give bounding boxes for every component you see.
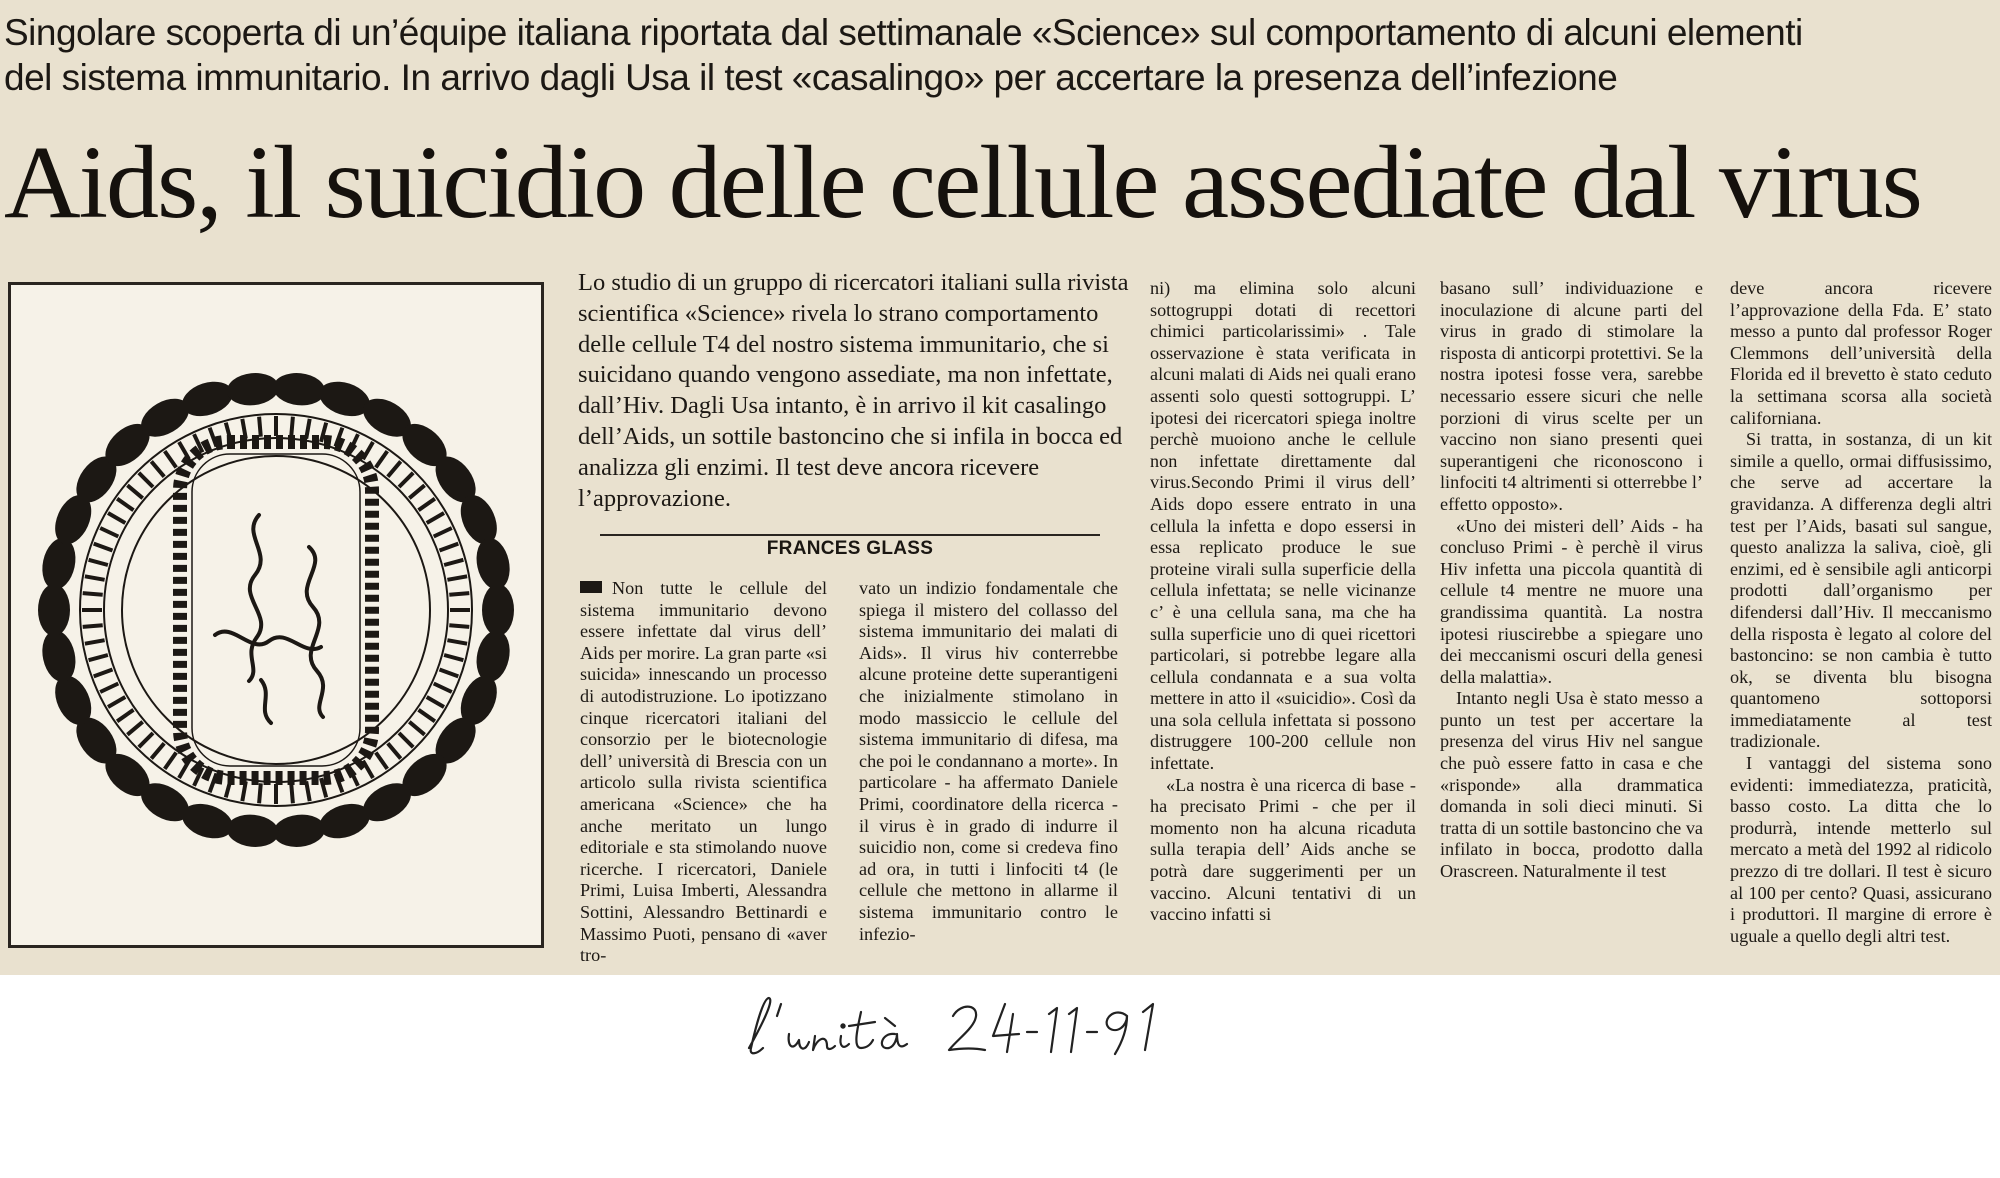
kicker-line-1: Singolare scoperta di un’équipe italiana riportata dal settimanale «Science» sul comportamento di alcuni elementi <box>4 12 1803 53</box>
membrane-tick <box>117 499 133 511</box>
membrane-tick <box>399 733 413 747</box>
envelope-protein <box>272 812 327 849</box>
membrane-tick <box>440 670 459 677</box>
membrane-tick <box>291 417 293 437</box>
envelope-protein <box>472 627 514 685</box>
membrane-tick <box>434 528 452 537</box>
membrane-tick <box>139 733 153 747</box>
paragraph: «La nostra è una ricerca di base - ha precisato Primi - che per il momento non ha alcuna ricaduta sulla terapia dell’ Aids anche se potrà dare suggerimenti per un vaccino. Alcuni tentativi di un vaccino infatti si <box>1150 774 1416 925</box>
paragraph: Si tratta, in sostanza, di un kit simile a quello, ormai diffusissimo, che serve ad accertare la gravidanza. A differenza degli altri test per l’Aids, basati sul sangue, questo analizza la saliva, cioè, gli enzimi, ed è sensibile agli anticorpi prodotti dall’organismo per difendersi dall’Hiv. Il meccanismo della risposta è legato al colore del bastoncino: se non cambia è tutto ok, se diventa blu bisogna quantomeno sottoporsi immediatamente al test tradizionale. <box>1730 429 1992 752</box>
membrane-tick <box>434 684 452 693</box>
membrane-tick <box>85 640 105 644</box>
membrane-tick <box>427 513 444 523</box>
membrane-tick <box>444 560 463 565</box>
article-column-3 <box>1150 278 1416 926</box>
membrane-tick <box>83 625 103 627</box>
envelope-protein <box>38 584 70 636</box>
membrane-tick <box>440 544 459 551</box>
article-column-5 <box>1730 278 1992 947</box>
article-column-2 <box>859 578 1118 945</box>
byline: FRANCES GLASS <box>766 538 934 559</box>
virus-inner-ring <box>122 456 430 764</box>
paragraph: ni) ma elimina solo alcuni sottogruppi dotati di recettori chimici particolarissimi» . Tale osservazione è stata verificata in alcuni malati di Aids nei quali erano assenti solo questi sottogruppi. L’ ipotesi dei ricercatori spiega inoltre perchè muoiono anche le cellule non infettate direttamente dal virus.Secondo Primi il virus dell’ Aids dopo essere entrato in una cellula la infetta e dopo essersi in essa replicato produce le sue proteine virali sulla superficie della cellula infettata; se nelle vicinanze c’ è una cellula sana, ma che ha sulla superficie uno di quei ricettori particolari, si potrebbe legare alla cellula condannata e a sua volta mettere in atto il «suicidio». Così da una sola cellula infettata si possono distruggere 100-200 cellule non infettate. <box>1150 278 1416 774</box>
membrane-tick <box>409 722 424 735</box>
membrane-tick <box>127 722 142 735</box>
membrane-tick <box>108 697 125 707</box>
section-marker-icon <box>580 581 602 593</box>
membrane-tick <box>259 783 261 803</box>
membrane-tick <box>419 499 435 511</box>
article-column-4 <box>1440 278 1703 883</box>
membrane-tick <box>89 560 108 565</box>
membrane-tick <box>89 655 108 660</box>
paragraph: I vantaggi del sistema sono evidenti: immediatezza, praticità, basso costo. La ditta che lo produrrà, intende metterlo sul mercato a metà del 1992 al ridicolo prezzo di tre dollari. Il test è sicuro al 100 per cento? Quasi, assicurano i produttori. Il margine di errore è uguale a quello degli altri test. <box>1730 753 1992 946</box>
envelope-protein <box>225 371 280 408</box>
envelope-protein <box>225 812 280 849</box>
membrane-tick <box>108 513 125 523</box>
paragraph: basano sull’ individuazione e inoculazione di alcune parti del virus in grado di stimolare la risposta di anticorpi protettivi. Se la nostra ipotesi fosse vera, sarebbe necessario essere sicuri che nelle porzioni di virus scelte per un vaccino non siano presenti quei superantigeni che riconoscono i linfociti t4 altrimenti si otterrebbe l’ effetto opposto». <box>1440 278 1703 514</box>
membrane-tick <box>127 485 142 498</box>
article-summary: Lo studio di un gruppo di ricercatori italiani sulla rivista scientifica «Science» rivela lo strano comportamento delle cellule T4 del nostro sistema immunitario, che si suicidano quando vengono assediate, ma non infettate, dall’Hiv. Dagli Usa intanto, è in arrivo il kit casalingo dell’Aids, un sottile bastoncino che si infila in bocca ed analizza gli enzimi. Il test deve ancora ricevere l’approvazione. <box>578 269 1129 512</box>
membrane-tick <box>376 451 388 467</box>
membrane-tick <box>291 783 293 803</box>
membrane-tick <box>449 625 469 627</box>
membrane-tick <box>165 451 177 467</box>
envelope-protein <box>38 627 80 685</box>
membrane-tick <box>83 593 103 595</box>
membrane-tick <box>409 485 424 498</box>
membrane-tick <box>94 544 113 551</box>
headline: Aids, il suicidio delle cellule assediate dal virus <box>4 125 1921 240</box>
paragraph: vato un indizio fondamentale che spiega il mistero del collasso del sistema immunitario dei malati di Aids». Il virus hiv conterrebbe alcune proteine dette superantigeni che inizialmente stimolano in modo massiccio le cellule del sistema immunitario di difesa, ma che poi le condannano a morte». In particolare - ha affermato Daniele Primi, coordinatore della ricerca - il virus è in grado di indurre il suicidio non, come si credeva fino ad ora, in tutti i linfociti t4 (le cellule che mettono in allarme il sistema immunitario contro le infezio- <box>859 578 1118 944</box>
envelope-protein <box>38 535 80 593</box>
membrane-tick <box>444 655 463 660</box>
membrane-tick <box>399 473 413 487</box>
membrane-tick <box>117 710 133 722</box>
handwritten-date-note <box>735 990 1275 1075</box>
membrane-tick <box>306 781 310 801</box>
membrane-tick <box>419 710 435 722</box>
membrane-tick <box>388 461 401 476</box>
byline-rule <box>600 534 1100 536</box>
membrane-tick <box>139 473 153 487</box>
membrane-tick <box>151 461 164 476</box>
paragraph: deve ancora ricevere l’approvazione della Fda. E’ stato messo a punto dal professor Roger Clemmons dell’università della Florida ed il brevetto è stato ceduto la settimana scorsa alla società californiana. <box>1730 278 1992 428</box>
paragraph: «Uno dei misteri dell’ Aids - ha concluso Primi - è perchè il virus Hiv infetta una piccola quantità di cellule t4 mentre ne muore una grandissima quantità. La nostra ipotesi riuscirebbe a spiegare uno dei meccanismi oscuri della genesi della malattia». <box>1440 515 1703 687</box>
envelope-protein <box>272 371 327 408</box>
membrane-tick <box>427 697 444 707</box>
membrane-tick <box>388 743 401 758</box>
membrane-tick <box>447 576 467 580</box>
paragraph-text: Non tutte le cellule del sistema immunitario devono essere infettate dal virus dell’ Aids per morire. La gran parte «si suicida» innescando un processo di autodistruzione. Lo ipotizzano cinque ricercatori italiani del consorzio per le biotecnologie dell’ università di Brescia con un articolo sulla rivista scientifica americana «Science» che ha anche meritato un lungo editoriale e sta stimolando nuove ricerche. I ricercatori, Daniele Primi, Luisa Imberti, Alessandra Sottini, Alessandro Bettinardi e Massimo Puoti, pensano di «aver tro- <box>580 578 827 966</box>
kicker <box>4 10 1964 100</box>
membrane-tick <box>100 684 118 693</box>
virus-diagram <box>11 285 541 945</box>
membrane-tick <box>85 576 105 580</box>
membrane-tick <box>100 528 118 537</box>
article-column-1 <box>580 578 827 967</box>
membrane-tick <box>151 743 164 758</box>
membrane-tick <box>165 753 177 769</box>
membrane-tick <box>259 417 261 437</box>
virus-illustration <box>8 282 544 948</box>
envelope-protein <box>472 535 514 593</box>
membrane-tick <box>447 640 467 644</box>
membrane-tick <box>94 670 113 677</box>
handwriting-image <box>735 990 1275 1070</box>
paragraph: Intanto negli Usa è stato messo a punto un test per accertare la presenza del virus Hiv nel sangue che può essere fatto in casa e che «risponde» alla drammatica domanda in soli dieci minuti. Si tratta di un sottile bastoncino che va infilato in bocca, prodotto dalla Orascreen. Naturalmente il test <box>1440 688 1703 882</box>
envelope-protein <box>482 584 514 636</box>
membrane-tick <box>376 753 388 769</box>
paragraph <box>580 578 827 967</box>
kicker-line-2: del sistema immunitario. In arrivo dagli Usa il test «casalingo» per accertare la presenza dell’infezione <box>4 57 1618 98</box>
membrane-tick <box>449 593 469 595</box>
